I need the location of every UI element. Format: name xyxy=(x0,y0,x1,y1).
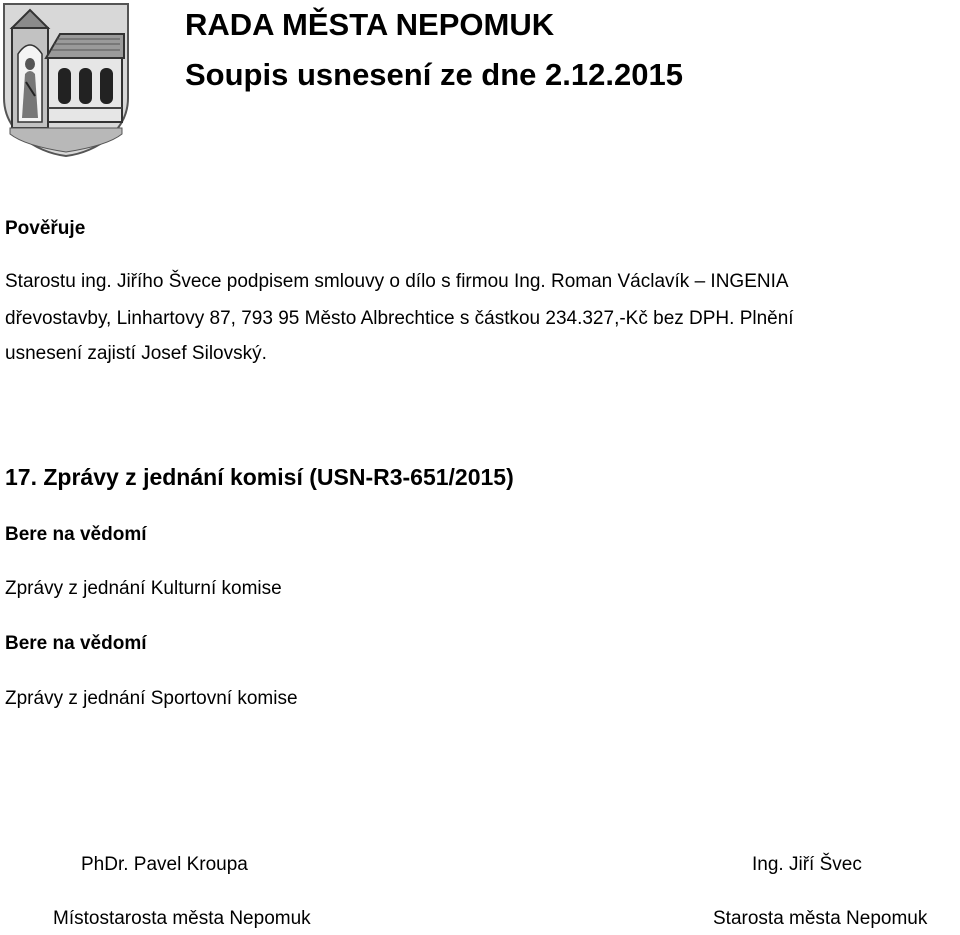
document-title: RADA MĚSTA NEPOMUK xyxy=(185,7,555,42)
poveruje-text-line-2: dřevostavby, Linhartovy 87, 793 95 Město Albrechtice s částkou 234.327,-Kč bez DPH. Plnění xyxy=(5,308,794,329)
zprava-kulturni-komise: Zprávy z jednání Kulturní komise xyxy=(5,578,282,599)
signature-left-role: Místostarosta města Nepomuk xyxy=(53,908,311,929)
document-subtitle: Soupis usnesení ze dne 2.12.2015 xyxy=(185,57,683,92)
section-heading: 17. Zprávy z jednání komisí (USN-R3-651/2015) xyxy=(5,464,514,490)
town-coat-of-arms-icon xyxy=(2,2,130,158)
bere-na-vedomi-1: Bere na vědomí xyxy=(5,524,147,545)
poveruje-text-line-3: usnesení zajistí Josef Silovský. xyxy=(5,343,267,364)
signature-right-name: Ing. Jiří Švec xyxy=(752,854,862,875)
signature-left-name: PhDr. Pavel Kroupa xyxy=(81,854,248,875)
poveruje-heading: Pověřuje xyxy=(5,218,86,239)
bere-na-vedomi-2: Bere na vědomí xyxy=(5,633,147,654)
poveruje-text-line-1: Starostu ing. Jiřího Švece podpisem smlouvy o dílo s firmou Ing. Roman Václavík – INGENIA xyxy=(5,271,789,292)
zprava-sportovni-komise: Zprávy z jednání Sportovní komise xyxy=(5,688,298,709)
signature-right-role: Starosta města Nepomuk xyxy=(713,908,928,929)
